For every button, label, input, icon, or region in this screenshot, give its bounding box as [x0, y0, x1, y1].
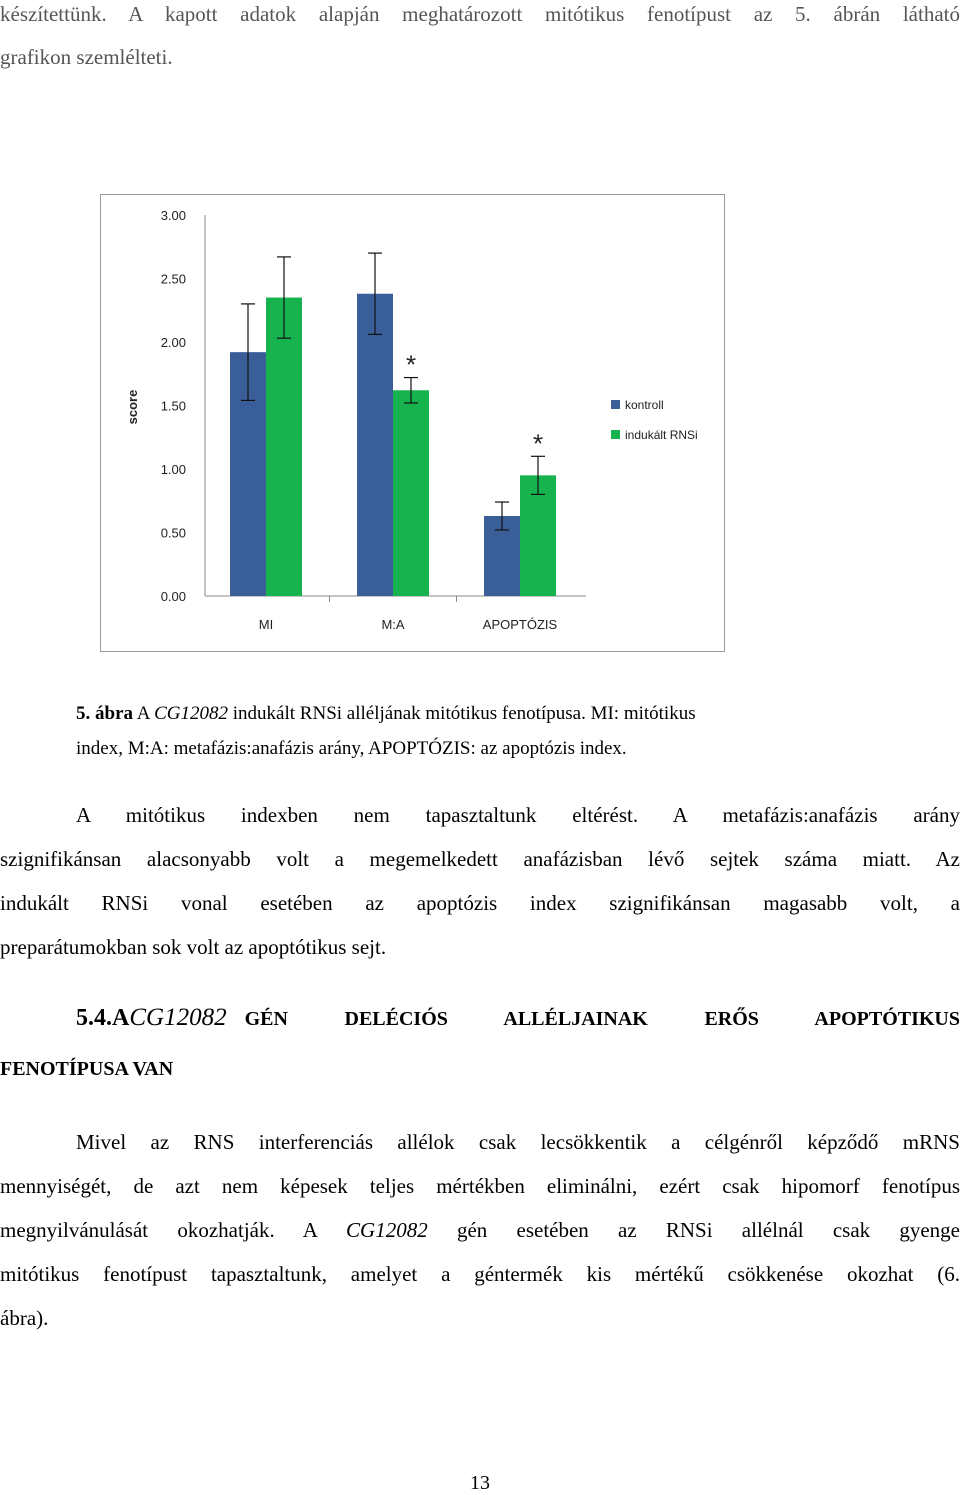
caption-label: 5. ábra	[76, 703, 133, 724]
significance-star: *	[532, 428, 544, 459]
y-tick-label: 0.50	[160, 525, 186, 541]
paragraph-2-line-3	[0, 1218, 960, 1243]
section-title-rest: GÉN DELÉCIÓS ALLÉLJAINAK ERŐS APOPTÓTIKUS	[244, 1008, 960, 1030]
p2-line3-gene: CG12082	[346, 1218, 428, 1242]
y-tick-label: 2.50	[160, 271, 186, 287]
legend-label: kontroll	[625, 398, 664, 412]
paragraph-2-line-5: ábra).	[0, 1306, 49, 1330]
legend-swatch	[611, 430, 620, 439]
legend-swatch	[611, 400, 620, 409]
bar-kontroll-1	[357, 294, 393, 596]
intro-line-2: grafikon szemlélteti.	[0, 45, 173, 69]
paragraph-2-line-2: mennyiségét, de azt nem képesek teljes mértékben eliminálni, ezért csak hipomorf fenotípus	[0, 1174, 960, 1198]
paragraph-1-line-1: A mitótikus indexben nem tapasztaltunk eltérést. A metafázis:anafázis arány	[76, 803, 960, 827]
page-number: 13	[470, 1472, 490, 1494]
x-tick-label: M:A	[381, 617, 405, 632]
caption-text-b: indukált RNSi alléljának mitótikus fenotípusa. MI: mitótikus	[228, 703, 696, 724]
caption-text-a: A	[133, 703, 155, 724]
bar-chart-svg	[101, 195, 726, 653]
section-number: 5.4.	[76, 1005, 112, 1031]
x-tick-label: MI	[258, 617, 274, 632]
p2-line3-b: gén esetében az RNSi allélnál csak gyenge	[427, 1218, 960, 1242]
intro-line-1: készítettünk. A kapott adatok alapján meghatározott mitótikus fenotípust az 5. ábrán látható	[0, 2, 960, 26]
bar-indukált-RNSi-0	[266, 298, 302, 596]
paragraph-2-line-4: mitótikus fenotípust tapasztaltunk, amelyet a géntermék kis mértékű csökkenése okozhat (6.	[0, 1262, 960, 1286]
p2-line3-a: megnyilvánulását okozhatják. A	[0, 1218, 347, 1242]
section-heading-line-2: FENOTÍPUSA VAN	[0, 1058, 174, 1080]
legend-label: indukált RNSi	[625, 428, 698, 442]
figure-5-chart	[100, 194, 725, 652]
y-tick-label: 1.00	[160, 462, 186, 477]
y-axis-title: score	[125, 389, 140, 425]
section-article: A	[112, 1005, 130, 1031]
y-tick-label: 3.00	[160, 208, 186, 223]
significance-star: *	[405, 349, 417, 380]
figure-caption-line-1	[76, 703, 696, 725]
figure-caption-line-2: index, M:A: metafázis:anafázis arány, APOPTÓZIS: az apoptózis index.	[76, 738, 627, 759]
bar-indukált-RNSi-1	[393, 390, 429, 596]
y-tick-label: 0.00	[160, 589, 186, 604]
paragraph-1-line-3: indukált RNSi vonal esetében az apoptózis index szignifikánsan magasabb volt, a	[0, 891, 960, 915]
paragraph-1-line-4: preparátumokban sok volt az apoptótikus sejt.	[0, 935, 387, 959]
paragraph-2-line-1: Mivel az RNS interferenciás allélok csak lecsökkentik a célgénről képződő mRNS	[76, 1130, 960, 1154]
paragraph-1-line-2: szignifikánsan alacsonyabb volt a megemelkedett anafázisban lévő sejtek száma miatt. Az	[0, 847, 960, 871]
y-tick-label: 2.00	[160, 335, 186, 350]
x-tick-label: APOPTÓZIS	[482, 617, 558, 632]
section-heading	[76, 1004, 960, 1032]
caption-gene: CG12082	[154, 703, 229, 724]
section-gene: CG12082	[129, 1004, 227, 1031]
y-tick-label: 1.50	[160, 398, 186, 414]
